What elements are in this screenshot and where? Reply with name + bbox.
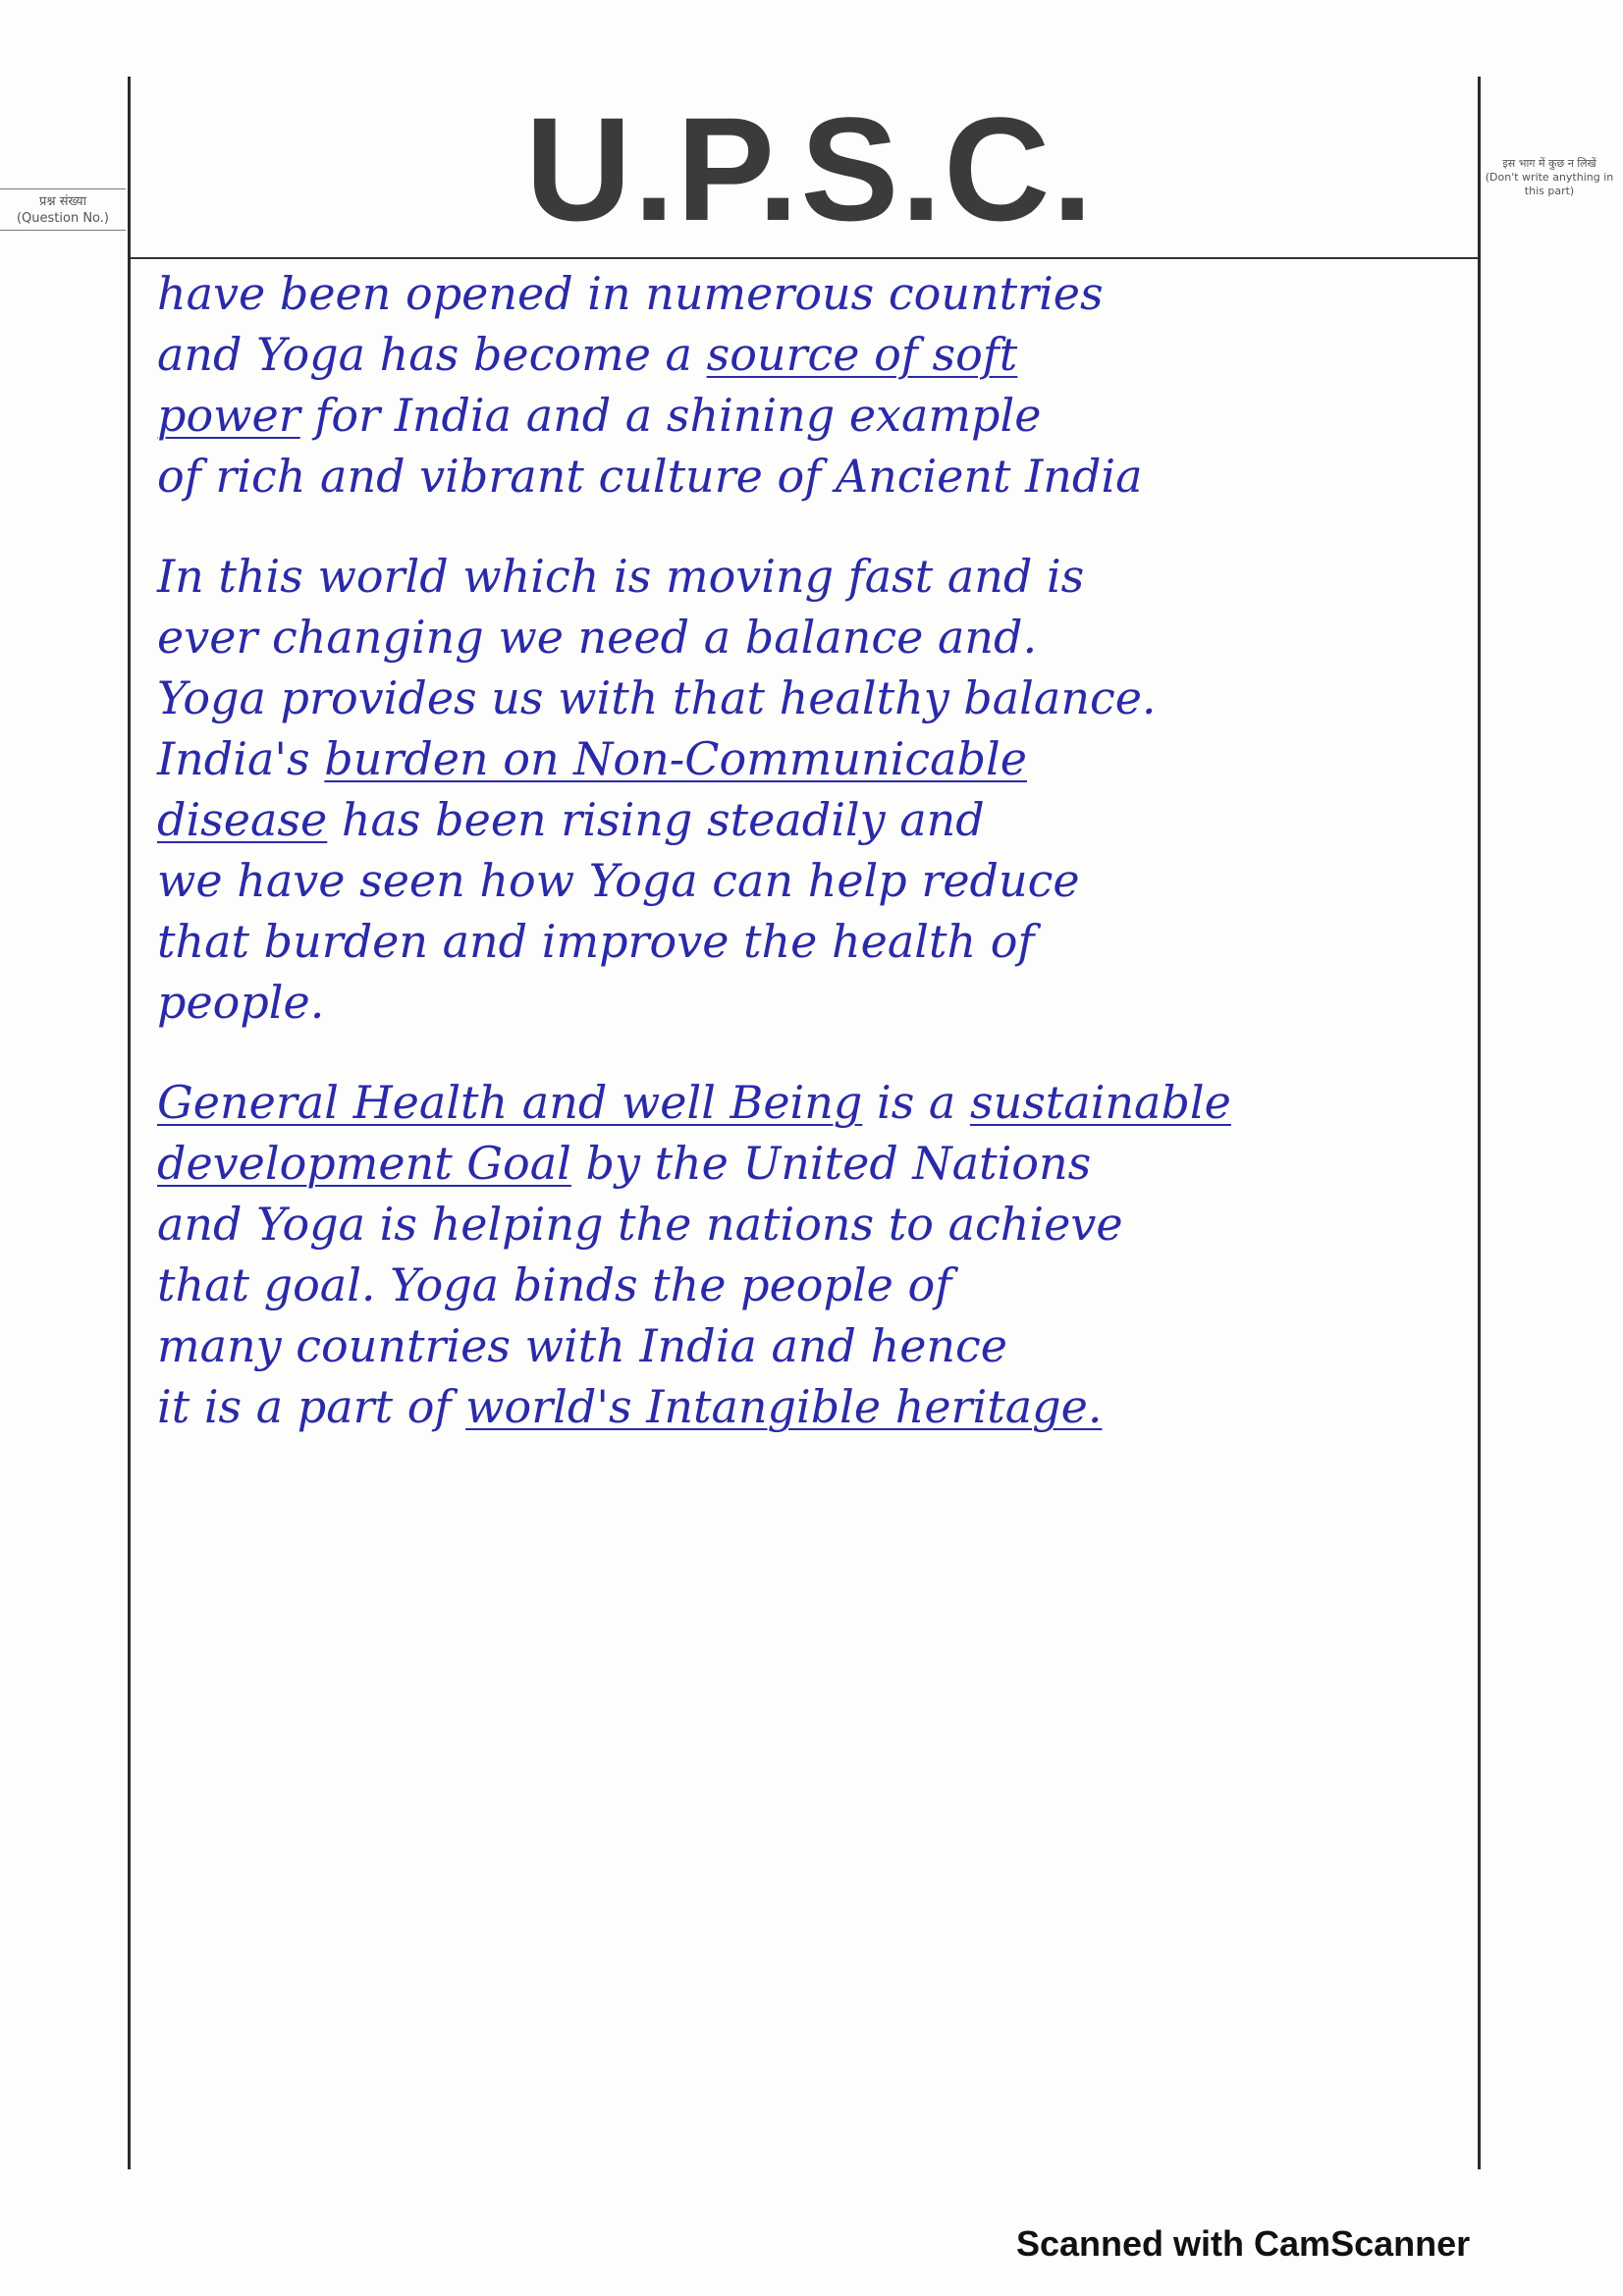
underlined-phrase: power xyxy=(157,389,300,442)
answer-line: In this world which is moving fast and is xyxy=(157,550,1085,603)
text-run: it is a part of xyxy=(157,1380,466,1433)
question-number-english: (Question No.) xyxy=(16,211,109,226)
answer-line: Yoga provides us with that healthy balance. xyxy=(157,671,1157,724)
text-run: by the United Nations xyxy=(570,1137,1092,1190)
handwritten-answer xyxy=(157,263,1473,1476)
answer-line: have been opened in numerous countries xyxy=(157,267,1104,320)
answer-line: and Yoga is helping the nations to achieve xyxy=(157,1198,1123,1251)
answer-line: ever changing we need a balance and. xyxy=(157,611,1038,664)
text-run: India's xyxy=(157,732,325,785)
underlined-phrase: burden on Non-Communicable xyxy=(324,732,1027,785)
right-margin-line xyxy=(1478,77,1481,2169)
question-number-hindi: प्रश्न संख्या xyxy=(38,194,87,209)
text-run: has been rising steadily and xyxy=(327,793,985,846)
answer-line xyxy=(157,728,1473,789)
answer-line: people. xyxy=(157,976,325,1029)
left-margin-line xyxy=(128,77,131,2169)
margin-instruction-english: (Don't write anything in this part) xyxy=(1485,171,1614,197)
margin-instruction-hindi: इस भाग में कुछ न लिखें xyxy=(1502,157,1596,170)
question-number-box xyxy=(0,188,126,231)
answer-line: many countries with India and hence xyxy=(157,1319,1008,1372)
answer-line xyxy=(157,789,1473,850)
margin-instruction xyxy=(1481,157,1618,198)
underlined-phrase: world's Intangible heritage. xyxy=(465,1380,1103,1433)
answer-line: that burden and improve the health of xyxy=(157,915,1035,968)
upsc-header-title: U.P.S.C. xyxy=(524,86,1096,251)
text-run: and Yoga has become a xyxy=(157,328,707,381)
paragraph-3 xyxy=(157,1072,1473,1437)
underlined-phrase: General Health and well Being xyxy=(157,1076,863,1129)
answer-line xyxy=(157,385,1473,446)
underlined-phrase: disease xyxy=(157,793,328,846)
text-run: is a xyxy=(862,1076,970,1129)
answer-line: of rich and vibrant culture of Ancient India xyxy=(157,450,1143,503)
answer-line xyxy=(157,1376,1473,1437)
answer-line xyxy=(157,1133,1473,1194)
answer-line: that goal. Yoga binds the people of xyxy=(157,1258,952,1311)
underlined-phrase: sustainable xyxy=(969,1076,1231,1129)
header-divider xyxy=(131,257,1478,259)
underlined-phrase: development Goal xyxy=(157,1137,571,1190)
camscanner-watermark: Scanned with CamScanner xyxy=(1016,2223,1471,2264)
answer-line: we have seen how Yoga can help reduce xyxy=(157,854,1080,907)
paragraph-2 xyxy=(157,546,1473,1033)
paragraph-1 xyxy=(157,263,1473,507)
answer-line xyxy=(157,1072,1473,1133)
underlined-phrase: source of soft xyxy=(706,328,1018,381)
text-run: for India and a shining example xyxy=(299,389,1042,442)
answer-line xyxy=(157,324,1473,385)
